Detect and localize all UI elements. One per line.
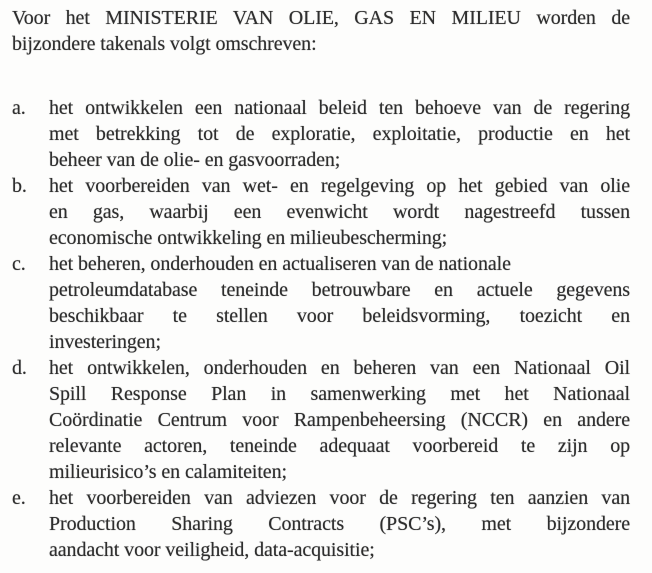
item-marker: e. — [12, 487, 26, 509]
item-line: petroleumdatabase teneinde betrouwbare en actuele gegevens — [49, 279, 630, 301]
item-text — [49, 485, 630, 563]
item-line: aandacht voor veiligheid, data-acquisitie; — [49, 539, 375, 561]
intro-paragraph — [12, 5, 630, 57]
item-text — [49, 173, 630, 251]
item-line: beschikbaar te stellen voor beleidsvorming, toezicht en — [49, 305, 630, 327]
task-item-b — [12, 173, 630, 251]
item-marker: b. — [12, 175, 27, 197]
item-line: Production Sharing Contracts (PSC’s), met bijzondere — [49, 513, 630, 535]
item-line: economische ontwikkeling en milieubescherming; — [49, 227, 448, 249]
task-item-a — [12, 95, 630, 173]
item-text — [49, 95, 630, 173]
item-text — [49, 251, 630, 355]
item-line: met betrekking tot de exploratie, exploitatie, productie en het — [49, 123, 630, 145]
item-line: Coördinatie Centrum voor Rampenbeheersing (NCCR) en andere — [49, 409, 630, 431]
item-text — [49, 355, 630, 485]
item-line: het voorbereiden van adviezen voor de regering ten aanzien van — [49, 487, 630, 509]
item-line: investeringen; — [49, 331, 161, 353]
task-item-c — [12, 251, 630, 355]
intro-line-2: bijzondere takenals volgt omschreven: — [12, 33, 317, 55]
item-line: het ontwikkelen, onderhouden en beheren van een Nationaal Oil — [49, 357, 630, 379]
task-list — [12, 95, 630, 563]
item-line: het beheren, onderhouden en actualiseren van de nationale — [49, 253, 511, 275]
item-marker: d. — [12, 357, 27, 379]
intro-line-1: Voor het MINISTERIE VAN OLIE, GAS EN MILIEU worden de — [12, 7, 630, 29]
item-line: beheer van de olie- en gasvoorraden; — [49, 149, 341, 171]
item-line: Spill Response Plan in samenwerking met het Nationaal — [49, 383, 630, 405]
item-line: milieurisico’s en calamiteiten; — [49, 461, 287, 483]
item-marker: c. — [12, 253, 26, 275]
task-item-e — [12, 485, 630, 563]
item-line: het voorbereiden van wet- en regelgeving op het gebied van olie — [49, 175, 630, 197]
item-line: relevante actoren, teneinde adequaat voorbereid te zijn op — [49, 435, 630, 457]
item-line: en gas, waarbij een evenwicht wordt nagestreefd tussen — [49, 201, 630, 223]
item-line: het ontwikkelen een nationaal beleid ten behoeve van de regering — [49, 97, 630, 119]
task-item-d — [12, 355, 630, 485]
item-marker: a. — [12, 97, 26, 119]
